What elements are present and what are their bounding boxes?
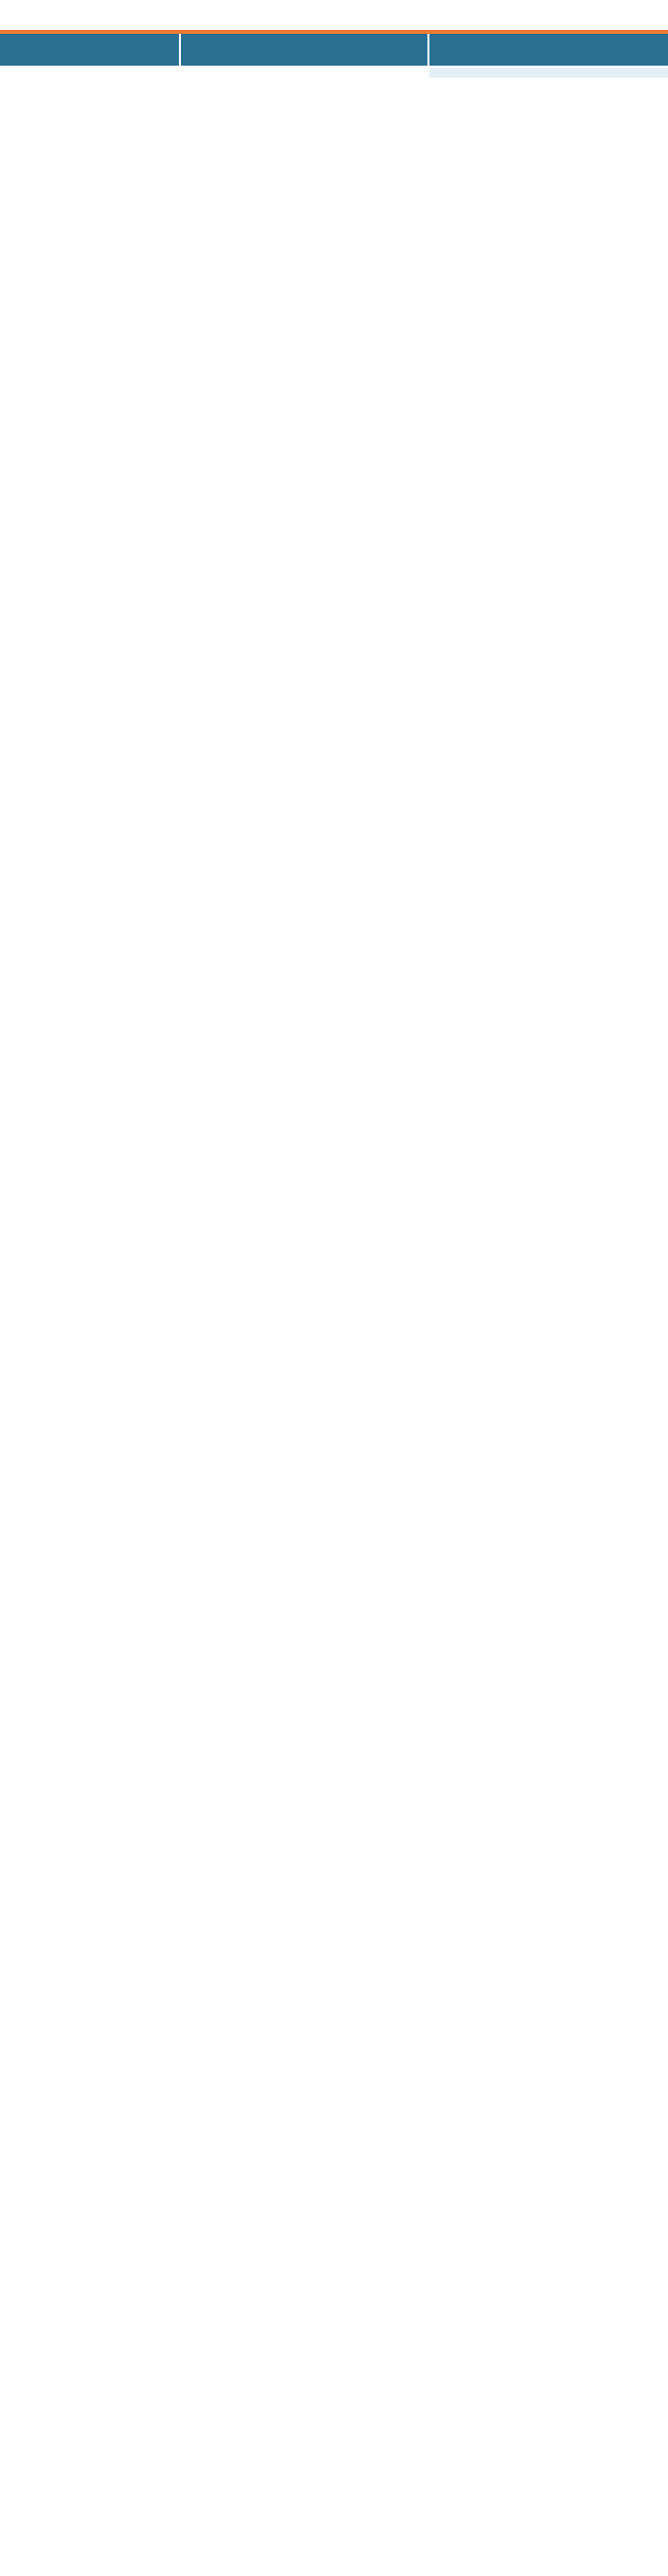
header-item <box>0 34 181 68</box>
merged-note-cell <box>429 68 668 78</box>
table-header <box>0 34 668 68</box>
header-amount <box>181 34 429 68</box>
header-note <box>429 34 668 68</box>
deduction-table <box>0 34 668 68</box>
page-title <box>0 0 668 34</box>
